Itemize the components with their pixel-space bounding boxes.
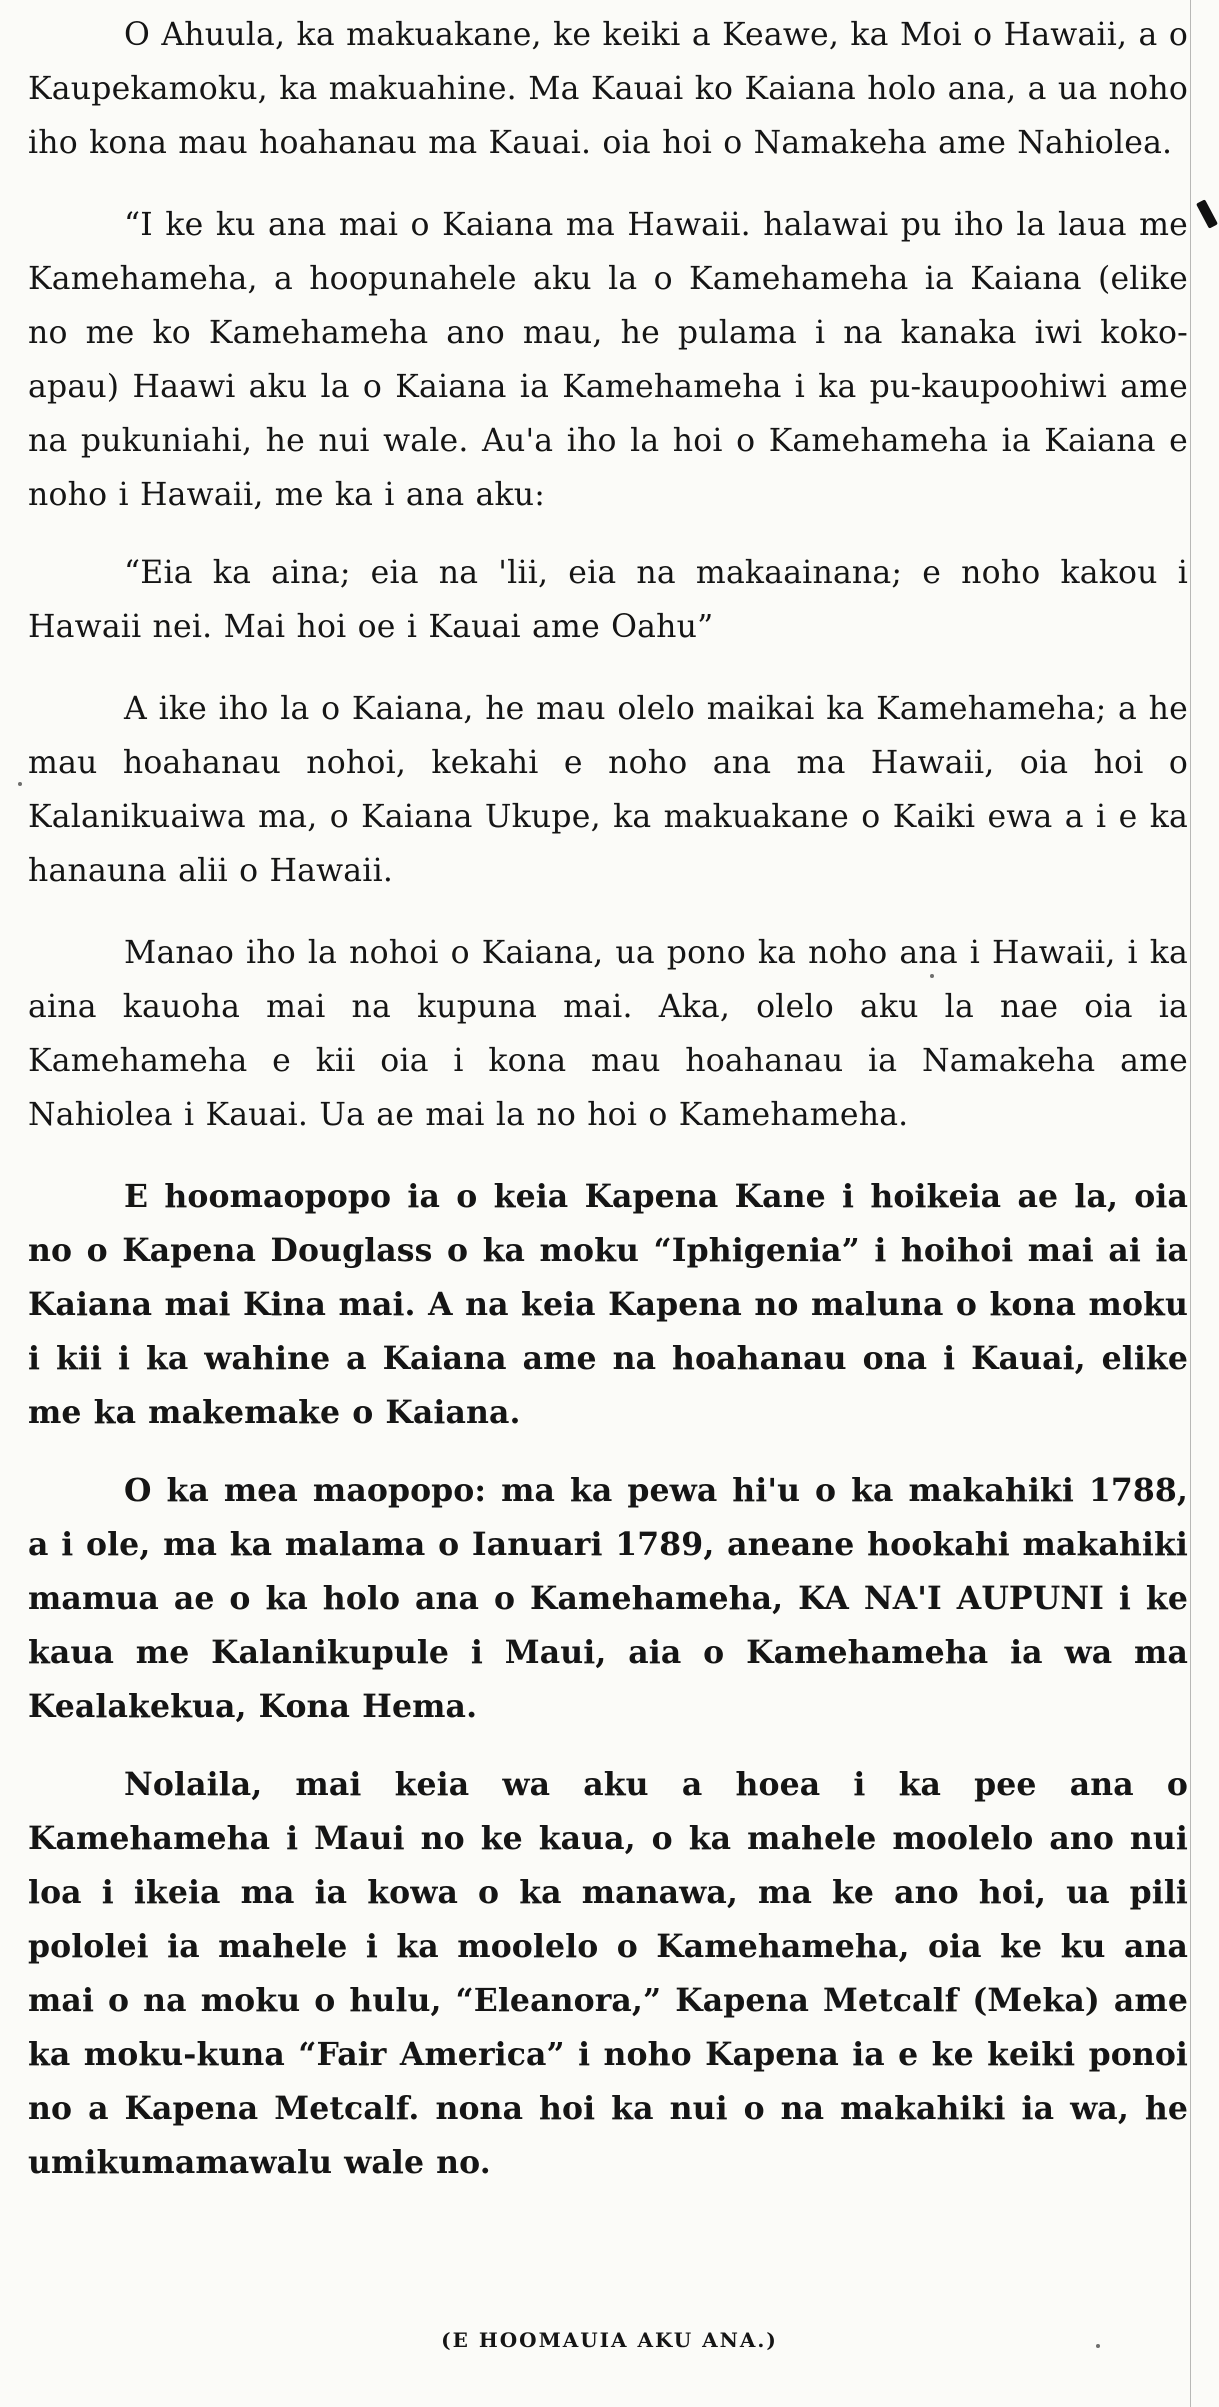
paragraph: A ike iho la o Kaiana, he mau olelo maikai ka Kamehameha; a he mau hoahanau nohoi, kekahi e noho ana ma Hawaii, oia hoi o Kalanikuaiwa ma, o Kaiana Ukupe, ka makuakane o Kaiki ewa a i e ka hanauna alii o Hawaii. — [28, 691, 1188, 889]
paragraph: “Eia ka aina; eia na 'lii, eia na makaainana; e noho kakou i Hawaii nei. Mai hoi oe i Kauai ame Oahu” — [28, 555, 1188, 645]
margin-ink-mark — [1196, 199, 1218, 228]
article-column — [28, 8, 1188, 2216]
paragraph: Nolaila, mai keia wa aku a hoea i ka pee ana o Kamehameha i Maui no ke kaua, o ka mahele moolelo ano nui loa i ikeia ma ia kowa o ka manawa, ma ke ano hoi, ua pili pololei ia mahele i ka moolelo o Kamehameha, oia ke ku ana mai o na moku o hulu, “Eleanora,” Kapena Metcalf (Meka) ame ka moku-kuna “Fair America” i noho Kapena ia e ke keiki ponoi no a Kapena Metcalf. nona hoi ka nui o na makahiki ia wa, he umikumamawalu wale no. — [28, 1766, 1188, 2181]
paragraph: O Ahuula, ka makuakane, ke keiki a Keawe, ka Moi o Hawaii, a o Kaupekamoku, ka makuahine. Ma Kauai ko Kaiana holo ana, a ua noho iho kona mau hoahanau ma Kauai. oia hoi o Namakeha ame Nahiolea. — [28, 17, 1188, 161]
paragraph: “I ke ku ana mai o Kaiana ma Hawaii. halawai pu iho la laua me Kamehameha, a hoopunahele aku la o Kamehameha ia Kaiana (elike no me ko Kamehameha ano mau, he pulama i na kanaka iwi koko-apau) Haawi aku la o Kaiana ia Kamehameha i ka pu-kaupoohiwi ame na pukuniahi, he nui wale. Au'a iho la hoi o Kamehameha ia Kaiana e noho i Hawaii, me ka i ana aku: — [28, 207, 1188, 513]
continuation-note: (E HOOMAUIA AKU ANA.) — [441, 2328, 778, 2352]
ink-speck — [18, 782, 22, 786]
paragraph: E hoomaopopo ia o keia Kapena Kane i hoikeia ae la, oia no o Kapena Douglass o ka moku “Iphigenia” i hoihoi mai ai ia Kaiana mai Kina mai. A na keia Kapena no maluna o kona moku i kii i ka wahine a Kaiana ame na hoahanau ona i Kauai, elike me ka makemake o Kaiana. — [28, 1178, 1188, 1431]
paragraph: Manao iho la nohoi o Kaiana, ua pono ka noho ana i Hawaii, i ka aina kauoha mai na kupuna mai. Aka, olelo aku la nae oia ia Kamehameha e kii oia i kona mau hoahanau ia Namakeha ame Nahiolea i Kauai. Ua ae mai la no hoi o Kamehameha. — [28, 935, 1188, 1133]
paragraph: O ka mea maopopo: ma ka pewa hi'u o ka makahiki 1788, a i ole, ma ka malama o Ianuari 1789, aneane hookahi makahiki mamua ae o ka holo ana o Kamehameha, KA NA'I AUPUNI i ke kaua me Kalanikupule i Maui, aia o Kamehameha ia wa ma Kealakekua, Kona Hema. — [28, 1472, 1188, 1725]
column-rule — [1190, 0, 1191, 2407]
